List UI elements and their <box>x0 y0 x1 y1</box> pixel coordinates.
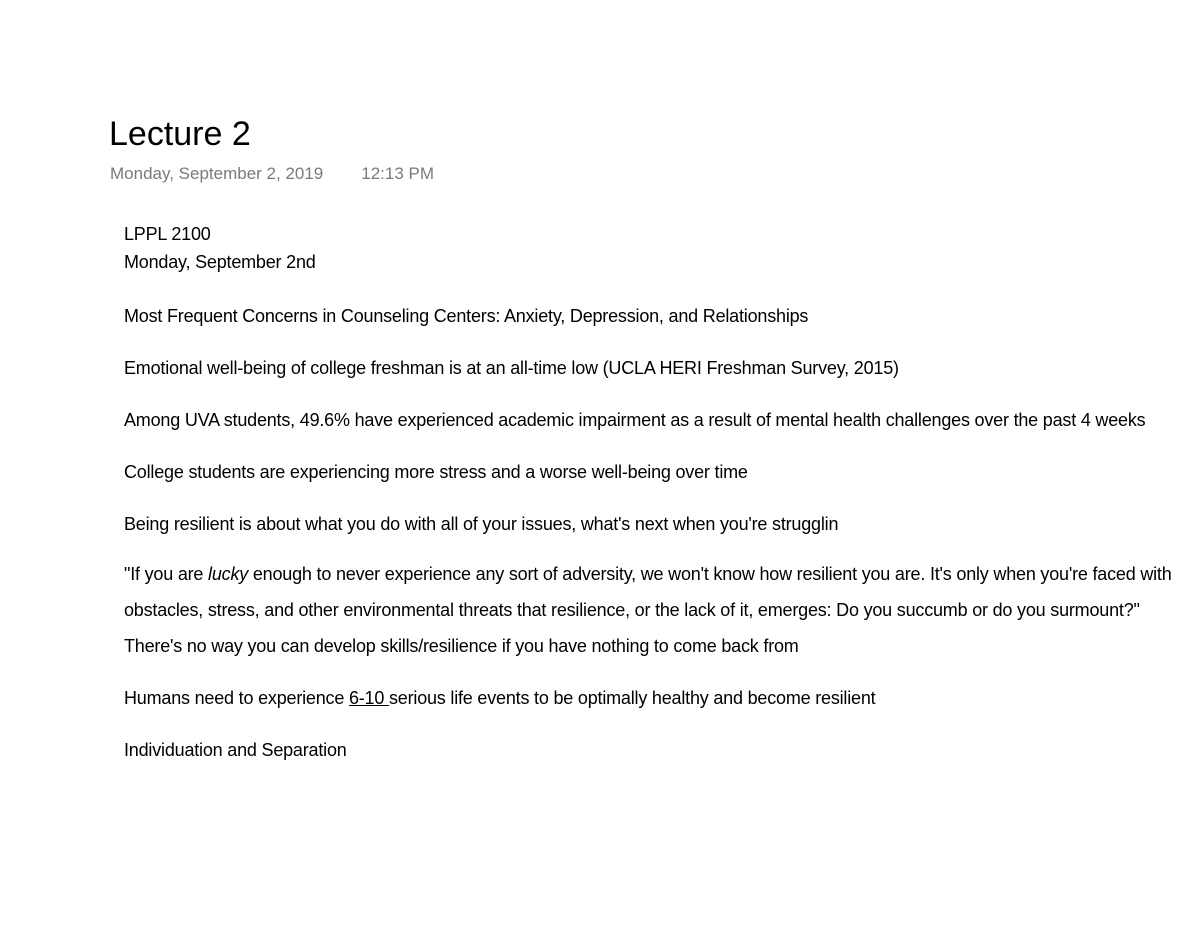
page-time: 12:13 PM <box>361 164 435 183</box>
note-concerns: Most Frequent Concerns in Counseling Centers: Anxiety, Depression, and Relationships <box>124 306 809 326</box>
quote-part-1: "If you are <box>124 564 209 584</box>
humans-number: 6-10 <box>348 688 389 708</box>
note-stress: College students are experiencing more stress and a worse well-being over time <box>124 462 748 482</box>
note-humans <box>124 684 1194 712</box>
page-date: Monday, September 2, 2019 <box>110 164 324 183</box>
note-individuation: Individuation and Separation <box>124 740 347 760</box>
quote-emphasis: lucky <box>208 564 249 584</box>
page-timestamp <box>110 162 434 186</box>
note-date-line: Monday, September 2nd <box>124 252 316 272</box>
humans-before: Humans need to experience <box>124 688 349 708</box>
quote-part-2: enough to never experience any sort of adversity, we won't know how resilient you are. It's only when you're faced with obstacles, stress, and other environmental threats that resilience, or the lack of it, emerges: Do you succumb or do you surmount?" There's no way you can develop skills/resilience if you have nothing to come back from <box>124 564 1172 656</box>
note-resilient: Being resilient is about what you do with all of your issues, what's next when you're strugglin <box>124 514 839 534</box>
humans-after: serious life events to be optimally healthy and become resilient <box>388 688 876 708</box>
note-course: LPPL 2100 <box>124 224 211 244</box>
note-wellbeing: Emotional well-being of college freshman is at an all-time low (UCLA HERI Freshman Survey, 2015) <box>124 358 899 378</box>
note-quote <box>124 556 1194 664</box>
page-title: Lecture 2 <box>109 115 251 153</box>
note-body <box>124 220 1194 764</box>
note-uva-stat: Among UVA students, 49.6% have experienced academic impairment as a result of mental health challenges over the past 4 weeks <box>124 410 1146 430</box>
